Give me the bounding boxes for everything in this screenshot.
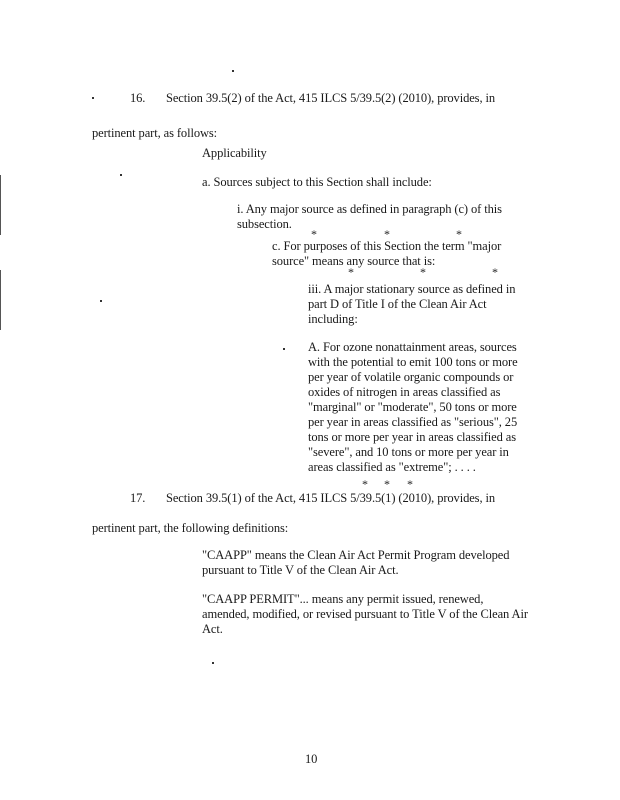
paragraph-number: 17. — [130, 491, 146, 505]
paragraph-text: Section 39.5(2) of the Act, 415 ILCS 5/39.5(2) (2010), provides, in — [166, 91, 496, 105]
ellipsis-star: * — [384, 477, 390, 491]
paragraph-text: pertinent part, the following definitions: — [92, 521, 289, 535]
quote-item: c. For purposes of this Section the term "major source" means any source that is: — [272, 239, 502, 268]
ellipsis-star: * — [384, 227, 390, 241]
quote-item: i. Any major source as defined in paragraph (c) of this subsection. — [237, 202, 502, 231]
scan-speck — [100, 300, 102, 302]
ellipsis-star: * — [311, 227, 317, 241]
scan-speck — [232, 70, 234, 72]
quote-item: A. For ozone nonattainment areas, sources with the potential to emit 100 tons or more per year of volatile organic compounds or oxides of nitrogen in areas classified as "marginal" or "moderate", 50 tons or more per year in areas classified as "serious", 25 tons or more per year in areas classified as "severe", and 10 tons or more per year in areas classified as "extreme"; . . . . — [308, 340, 518, 474]
quote-heading: Applicability — [202, 146, 267, 160]
scan-speck — [92, 97, 94, 99]
definition-text: "CAAPP PERMIT"... means any permit issued, renewed, amended, modified, or revised pursuant to Title V of the Clean Air Act. — [202, 592, 528, 636]
paragraph-text: Section 39.5(1) of the Act, 415 ILCS 5/39.5(1) (2010), provides, in — [166, 491, 496, 505]
quote-item: iii. A major stationary source as defined in part D of Title I of the Clean Air Act including: — [308, 282, 516, 326]
scan-speck — [212, 662, 214, 664]
ellipsis-star: * — [420, 265, 426, 279]
scan-edge-mark — [0, 175, 1, 235]
ellipsis-star: * — [407, 477, 413, 491]
paragraph-text: pertinent part, as follows: — [92, 126, 218, 140]
ellipsis-star: * — [456, 227, 462, 241]
scan-speck — [120, 174, 122, 176]
ellipsis-star: * — [492, 265, 498, 279]
ellipsis-star: * — [362, 477, 368, 491]
quote-item: a. Sources subject to this Section shall include: — [202, 175, 432, 189]
ellipsis-star: * — [348, 265, 354, 279]
scan-edge-mark — [0, 270, 1, 330]
page-number: 10 — [305, 752, 318, 766]
scan-speck — [283, 348, 285, 350]
paragraph-number: 16. — [130, 91, 146, 105]
definition-text: "CAAPP" means the Clean Air Act Permit Program developed pursuant to Title V of the Clean Air Act. — [202, 548, 510, 577]
